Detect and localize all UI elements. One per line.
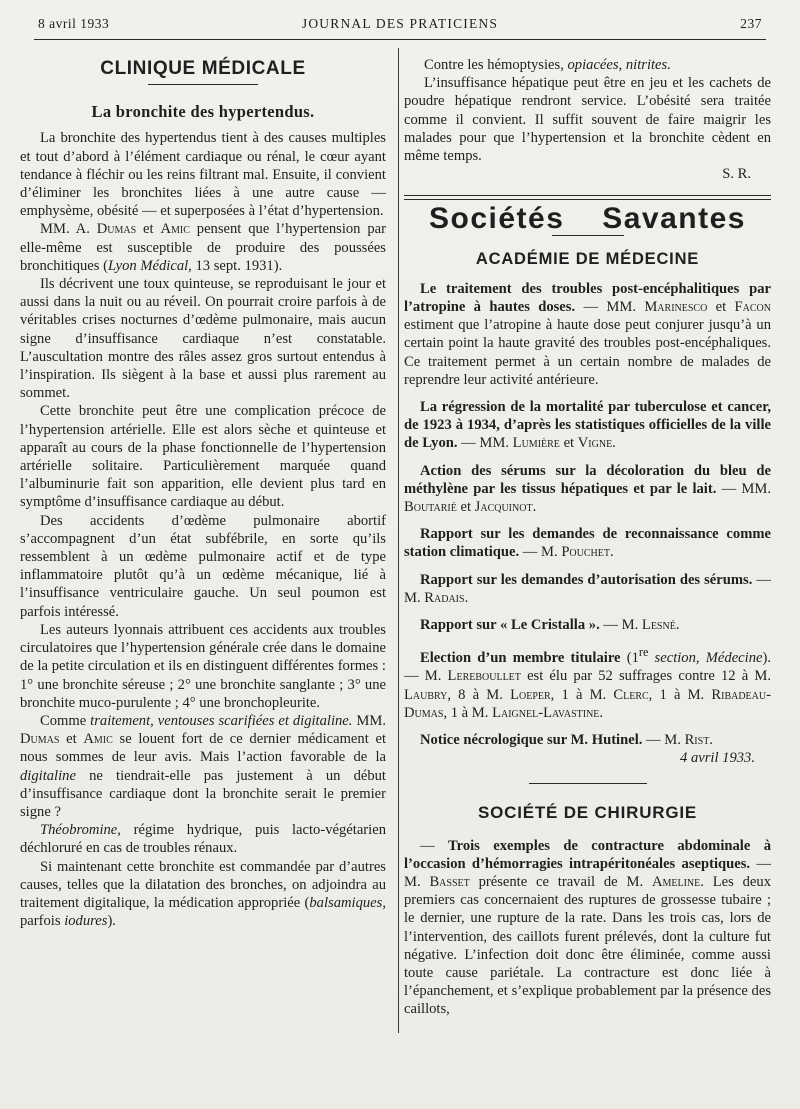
paragraph-8: Théobromine, régime hydrique, puis lacto-végétarien déchloruré en cas de troubles rénaux.	[20, 822, 386, 857]
paragraph-7: Comme traitement, ventouses scarifiées et digitaline. MM. Dumas et Amic se louent fort de ce dernier médicament et nous sommes de leur avis. Mais l’action favorable de la digitaline ne tiendrait-elle pas justement à un début d’insuffisance cardiaque dont la bronchite serait le premier signe ?	[20, 712, 386, 820]
section-title-clinique: CLINIQUE MÉDICALE	[100, 58, 306, 79]
issue-date: 8 avril 1933	[38, 16, 110, 31]
academie-item-7: Election d’un membre titulaire (1re section, Médecine). — M. Lereboullet est élu par 52 suffrages contre 12 à M. Laubry, 8 à M. Loeper, 1 à M. Clerc, 1 à M. Ribadeau-Dumas, 1 à M. Laignel-Lavastine.	[404, 645, 771, 721]
paragraph-5: Des accidents d’œdème pulmonaire abortif s’accompagnent d’un état subfébrile, en sorte qu’ils ressemblent à un œdème pulmonaire actif et de type inflammatoire plutôt qu’à un œdème mécanique, lié à l’insuffisance ventriculaire gauche. Un seul poumon est parfois intéressé.	[20, 512, 386, 620]
paragraph-6: Les auteurs lyonnais attribuent ces accidents aux troubles circulatoires que l’hypertension générale crée dans le domaine de la petite circulation et ils en distinguent différentes formes : 1° une bronchite séreuse ; 2° une bronchite sanglante ; 3° une bronchite muco-purulente ; 4° une bronchopleurite.	[20, 621, 386, 711]
section-rule	[148, 84, 258, 85]
academie-item-8: Notice nécrologique sur M. Hutinel. — M. Rist. 4 avril 1933.	[404, 731, 771, 767]
paragraph-4: Cette bronchite peut être une complication précoce de l’hypertension artérielle. Elle est alors sèche et quinteuse et apparaît au cours de la phase fonctionnelle de l’hypertension artérielle solitaire. Particulièrement marquée quand l’albuminurie fait son apparition, elle devient plus tard en symptôme d’insuffisance cardiaque au début.	[20, 403, 386, 511]
continuation-2: L’insuffisance hépatique peut être en jeu et les cachets de poudre hépatique rendront service. L’obésité sera traitée comme il convient. Il suffit souvent de faire maigrir les malades pour que l’hypertension et la bronchite cèdent en même temps.	[404, 75, 771, 165]
paragraph-1: La bronchite des hypertendus tient à des causes multiples et tout d’abord à l’élément cardiaque ou rénal, le cœur ayant tendance à fléchir ou les reins filtrant mal. Ensuite, il convient d’éliminer les bronchites liées à une autre cause — emphysème, obésité — et superposées à l’état d’hypertension.	[20, 130, 386, 220]
running-head	[38, 16, 762, 38]
academie-item-1: Le traitement des troubles post-encéphalitiques par l’atropine à hautes doses. — MM. Marinesco et Facon estiment que l’atropine à haute dose peut conjurer jusqu’à un certain point la haute gravité des troubles post-encéphaliques. Ce traitement permet à un certain nombre de malades de reprendre leur activité antérieure.	[404, 280, 771, 388]
academie-item-3: Action des sérums sur la décoloration du bleu de méthylène par les tissus hépatiques et par le lait. — MM. Boutarié et Jacquinot.	[404, 462, 771, 516]
column-separator	[398, 48, 399, 1033]
header-rule	[34, 39, 766, 40]
academie-item-5: Rapport sur les demandes d’autorisation des sérums. — M. Radais.	[404, 571, 771, 606]
societes-savantes-title: Sociétés Savantes	[429, 202, 746, 236]
signature: S. R.	[722, 166, 751, 183]
continuation-1: Contre les hémoptysies, opiacées, nitrites.	[424, 57, 671, 73]
academie-item-4: Rapport sur les demandes de reconnaissance comme station climatique. — M. Pouchet.	[404, 526, 771, 561]
article-title: La bronchite des hypertendus.	[91, 102, 315, 122]
chirurgie-title: SOCIÉTÉ DE CHIRURGIE	[477, 803, 698, 823]
academie-item-2: La régression de la mortalité par tuberculose et cancer, de 1923 à 1934, d’après les statistiques officielles de la ville de Lyon. — MM. Lumière et Vigne.	[404, 399, 771, 452]
paragraph-2: MM. A. Dumas et Amic pensent que l’hypertension par elle-même est susceptible de produire des poussées bronchitiques (Lyon Médical, 13 sept. 1931).	[20, 221, 386, 274]
double-rule	[404, 195, 771, 200]
right-column	[404, 52, 771, 1028]
item-date: 4 avril 1933.	[680, 750, 755, 767]
academie-item-6: Rapport sur « Le Cristalla ». — M. Lesné.	[420, 617, 680, 634]
journal-name: JOURNAL DES PRATICIENS	[301, 16, 499, 31]
academie-title: ACADÉMIE DE MÉDECINE	[475, 249, 700, 268]
chirurgie-item-1: — Trois exemples de contracture abdominale à l’occasion d’hémorragies intrapéritonéales aseptiques. — M. Basset présente ce travail de M. Ameline. Les deux premiers cas concernaient des ruptures de grossesse tubaire ; le dernier, une rupture de la rate. Dans les trois cas, lors de l’intervention, des caillots furent prélevés, dont la culture fut négative. L’infection doit donc être éliminée, comme aussi toute cause pariétale. La contracture est donc liée à l’épanchement, et s’explique probablement par la présence des caillots,	[404, 837, 771, 1018]
page-number: 237	[740, 16, 762, 31]
left-column	[20, 52, 386, 930]
paragraph-9: Si maintenant cette bronchite est commandée par d’autres causes, telles que la dilatation des bronches, on adjoindra au traitement digitalique, la médication appropriée (balsamiques, parfois iodures).	[20, 858, 386, 930]
section-divider	[529, 783, 647, 784]
paragraph-3: Ils décrivent une toux quinteuse, se reproduisant le jour et aussi dans la nuit ou au réveil. On pourrait croire parfois à de véritables crises nocturnes d’œdème pulmonaire, mais aucun signe d’insuffisance cardiaque n’est constatable. L’auscultation montre des râles assez gros surtout entendus à l’inspiration. Ils siègent à la base et aussi plus rarement au sommet.	[20, 276, 386, 402]
